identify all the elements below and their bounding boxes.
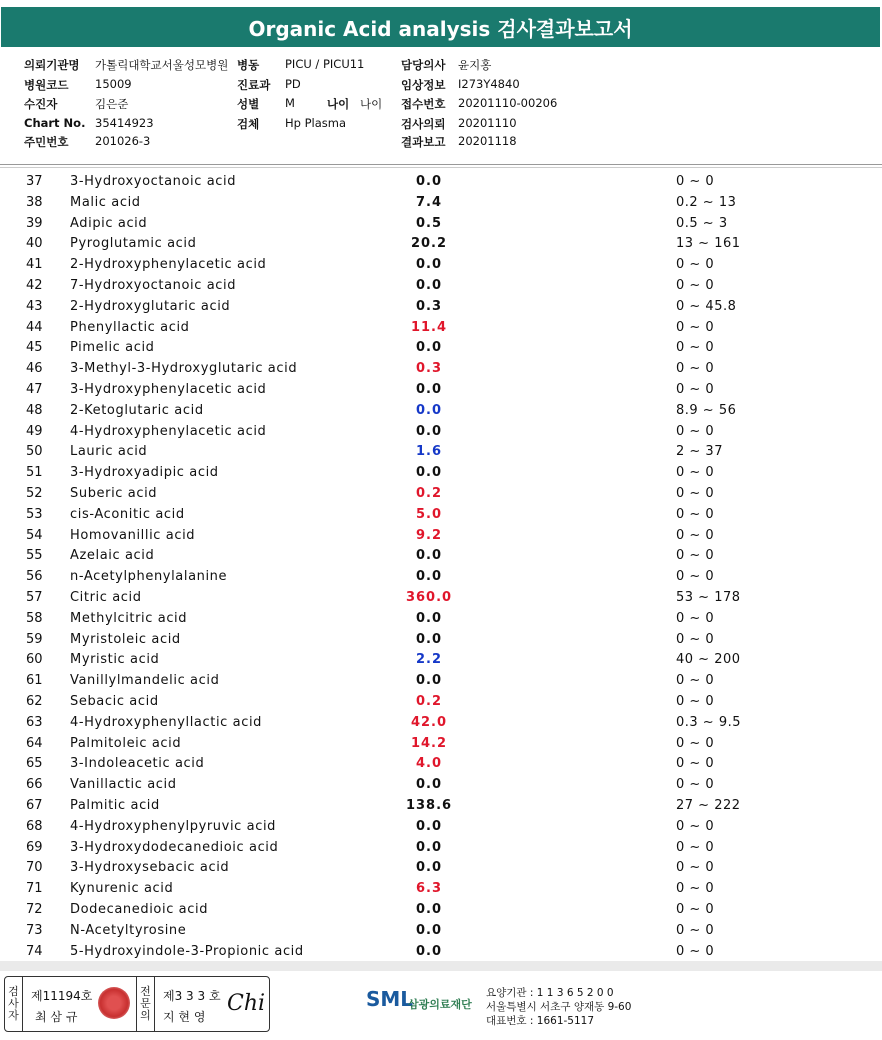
result-row xyxy=(0,236,882,257)
analyte-name: Palmitic acid xyxy=(70,798,160,813)
reference-range: 0 ~ 0 xyxy=(676,174,715,189)
tester-label-char: 검 xyxy=(8,985,19,998)
result-value: 0.0 xyxy=(415,610,443,626)
tester-label-char: 자 xyxy=(8,1009,19,1022)
test-number: 42 xyxy=(26,278,43,293)
result-row xyxy=(0,652,882,673)
reference-range: 0.5 ~ 3 xyxy=(676,215,728,231)
address: 서울특별시 서초구 양재동 9-60 xyxy=(486,1001,632,1013)
result-row xyxy=(0,174,882,195)
chart-label: Chart No. xyxy=(24,116,86,130)
tester-label-char: 사 xyxy=(8,997,19,1010)
test-number: 39 xyxy=(26,215,43,231)
test-number: 41 xyxy=(26,257,43,273)
reference-range: 0 ~ 0 xyxy=(676,694,715,709)
phone-number: 대표번호 : 1661-5117 xyxy=(486,1015,595,1027)
analyte-name: Dodecanedioic acid xyxy=(70,902,209,917)
result-row xyxy=(0,507,882,528)
test-number: 51 xyxy=(26,465,43,481)
test-number: 67 xyxy=(26,798,43,813)
reference-range: 0 ~ 0 xyxy=(676,486,715,501)
result-value: 0.0 xyxy=(415,174,443,189)
reference-range: 13 ~ 161 xyxy=(676,236,741,252)
result-row xyxy=(0,424,882,445)
reference-range: 0 ~ 45.8 xyxy=(676,298,737,314)
result-value: 0.0 xyxy=(415,860,443,876)
analyte-name: 4-Hydroxyphenylpyruvic acid xyxy=(70,818,277,834)
result-row xyxy=(0,569,882,590)
result-row xyxy=(0,340,882,361)
result-row xyxy=(0,860,882,881)
specimen-value: Hp Plasma xyxy=(285,116,347,130)
result-value: 0.0 xyxy=(415,278,443,293)
analyte-name: Homovanillic acid xyxy=(70,527,196,543)
analyte-name: Vanillylmandelic acid xyxy=(70,673,220,689)
result-row xyxy=(0,756,882,777)
test-number: 44 xyxy=(26,319,43,335)
reference-range: 0 ~ 0 xyxy=(676,257,715,273)
test-number: 53 xyxy=(26,506,43,522)
facility-code: 요양기관 : 1 1 3 6 5 2 0 0 xyxy=(486,987,614,999)
reference-range: 40 ~ 200 xyxy=(676,652,741,668)
result-value: 0.0 xyxy=(415,569,443,585)
test-number: 48 xyxy=(26,402,43,418)
analyte-name: 3-Hydroxyoctanoic acid xyxy=(70,174,237,189)
result-row xyxy=(0,278,882,299)
result-row xyxy=(0,736,882,757)
result-value: 0.0 xyxy=(415,402,443,418)
reference-range: 0 ~ 0 xyxy=(676,839,715,855)
test-number: 62 xyxy=(26,694,43,709)
test-number: 40 xyxy=(26,236,43,252)
result-row xyxy=(0,320,882,341)
reference-range: 2 ~ 37 xyxy=(676,444,723,460)
sex-label: 성별 xyxy=(237,97,260,111)
test-number: 54 xyxy=(26,527,43,543)
analyte-name: Phenyllactic acid xyxy=(70,319,190,335)
test-number: 74 xyxy=(26,943,43,959)
test-number: 72 xyxy=(26,902,43,917)
analyte-name: Sebacic acid xyxy=(70,694,159,709)
analyte-name: 3-Hydroxyphenylacetic acid xyxy=(70,382,267,397)
reference-range: 0 ~ 0 xyxy=(676,902,715,917)
specimen-label: 검체 xyxy=(237,117,260,131)
test-number: 64 xyxy=(26,735,43,751)
reference-range: 0 ~ 0 xyxy=(676,569,715,585)
result-value: 0.0 xyxy=(415,673,443,689)
reference-range: 0 ~ 0 xyxy=(676,610,715,626)
analyte-name: 7-Hydroxyoctanoic acid xyxy=(70,278,237,293)
result-row xyxy=(0,798,882,819)
header-divider xyxy=(0,164,882,165)
reference-range: 27 ~ 222 xyxy=(676,798,741,813)
result-value: 0.0 xyxy=(415,423,443,439)
sex-value: M xyxy=(285,96,295,110)
analyte-name: Suberic acid xyxy=(70,486,158,501)
signature-box xyxy=(4,976,270,1032)
reference-range: 0 ~ 0 xyxy=(676,548,715,564)
tester-label xyxy=(5,977,23,1031)
test-number: 56 xyxy=(26,569,43,585)
test-number: 50 xyxy=(26,444,43,460)
test-number: 69 xyxy=(26,839,43,855)
age-label: 나이 xyxy=(327,97,350,111)
reference-range: 0 ~ 0 xyxy=(676,319,715,335)
report-date-value: 20201118 xyxy=(458,134,517,148)
test-number: 68 xyxy=(26,818,43,834)
result-value: 0.0 xyxy=(415,340,443,356)
report-date-label: 결과보고 xyxy=(401,135,446,149)
result-value: 2.2 xyxy=(415,652,443,668)
ward-label: 병동 xyxy=(237,58,260,72)
result-row xyxy=(0,840,882,861)
result-row xyxy=(0,694,882,715)
analyte-name: 3-Methyl-3-Hydroxyglutaric acid xyxy=(70,361,298,377)
hospital-code-label: 병원코드 xyxy=(24,78,69,92)
reference-range: 0 ~ 0 xyxy=(676,340,715,356)
analyte-name: Adipic acid xyxy=(70,215,148,231)
analyte-name: 2-Ketoglutaric acid xyxy=(70,402,204,418)
result-value: 0.2 xyxy=(415,486,443,501)
test-number: 59 xyxy=(26,631,43,647)
result-value: 0.0 xyxy=(415,548,443,564)
reference-range: 0.3 ~ 9.5 xyxy=(676,714,742,730)
analyte-name: 4-Hydroxyphenylacetic acid xyxy=(70,423,267,439)
specialist-label-char: 전 xyxy=(140,985,151,998)
result-value: 6.3 xyxy=(415,881,443,897)
result-row xyxy=(0,403,882,424)
test-number: 47 xyxy=(26,382,43,397)
age-value: 나이 xyxy=(360,97,383,111)
test-number: 43 xyxy=(26,298,43,314)
result-row xyxy=(0,382,882,403)
analyte-name: 5-Hydroxyindole-3-Propionic acid xyxy=(70,943,304,959)
tester-license-no: 제11194호 xyxy=(31,989,93,1003)
reference-range: 0 ~ 0 xyxy=(676,278,715,293)
result-value: 0.0 xyxy=(415,777,443,793)
result-value: 14.2 xyxy=(410,735,448,751)
test-number: 49 xyxy=(26,423,43,439)
analyte-name: 3-Indoleacetic acid xyxy=(70,756,205,772)
test-number: 61 xyxy=(26,673,43,689)
reference-range: 0 ~ 0 xyxy=(676,860,715,876)
signature-handwriting: Chi xyxy=(227,991,266,1016)
result-value: 138.6 xyxy=(405,798,453,813)
reference-range: 0 ~ 0 xyxy=(676,361,715,377)
ward-value: PICU / PICU11 xyxy=(285,57,365,71)
test-number: 52 xyxy=(26,486,43,501)
reference-range: 0 ~ 0 xyxy=(676,382,715,397)
reference-range: 0.2 ~ 13 xyxy=(676,194,737,210)
result-row xyxy=(0,902,882,923)
organization-name: 삼광의료재단 xyxy=(408,998,472,1011)
result-row xyxy=(0,632,882,653)
reference-range: 0 ~ 0 xyxy=(676,777,715,793)
reference-range: 0 ~ 0 xyxy=(676,818,715,834)
institution-value: 가톨릭대학교서울성모병원 xyxy=(95,58,229,72)
clinical-value: I273Y4840 xyxy=(458,77,520,91)
test-number: 57 xyxy=(26,590,43,605)
result-row xyxy=(0,257,882,278)
request-value: 20201110 xyxy=(458,116,517,130)
analyte-name: 2-Hydroxyglutaric acid xyxy=(70,298,231,314)
reference-range: 8.9 ~ 56 xyxy=(676,402,737,418)
result-value: 11.4 xyxy=(410,319,448,335)
sml-logo: SML xyxy=(366,987,414,1011)
result-value: 20.2 xyxy=(410,236,448,252)
result-value: 9.2 xyxy=(415,527,443,543)
specialist-label-char: 문 xyxy=(140,997,151,1010)
result-row xyxy=(0,216,882,237)
footer-separator xyxy=(0,961,882,971)
reference-range: 0 ~ 0 xyxy=(676,943,715,959)
analyte-name: Pimelic acid xyxy=(70,340,155,356)
result-value: 0.0 xyxy=(415,922,443,938)
reference-range: 0 ~ 0 xyxy=(676,506,715,522)
tester-name: 최 삼 규 xyxy=(35,1010,78,1024)
result-value: 0.0 xyxy=(415,465,443,481)
test-number: 60 xyxy=(26,652,43,668)
test-number: 63 xyxy=(26,714,43,730)
clinical-label: 임상정보 xyxy=(401,78,446,92)
specialist-license-no: 제3 3 3 호 xyxy=(163,989,221,1003)
reference-range: 0 ~ 0 xyxy=(676,527,715,543)
test-number: 38 xyxy=(26,194,43,210)
id-label: 주민번호 xyxy=(24,135,69,149)
analyte-name: Citric acid xyxy=(70,590,142,605)
analyte-name: Pyroglutamic acid xyxy=(70,236,197,252)
result-row xyxy=(0,486,882,507)
test-number: 73 xyxy=(26,922,43,938)
result-value: 0.0 xyxy=(415,902,443,917)
reference-range: 0 ~ 0 xyxy=(676,423,715,439)
analyte-name: 3-Hydroxyadipic acid xyxy=(70,465,219,481)
patient-label: 수진자 xyxy=(24,97,58,111)
result-value: 0.3 xyxy=(415,361,443,377)
test-number: 66 xyxy=(26,777,43,793)
analyte-name: 2-Hydroxyphenylacetic acid xyxy=(70,257,267,273)
specialist-label-char: 의 xyxy=(140,1009,151,1022)
result-value: 0.0 xyxy=(415,382,443,397)
analyte-name: 4-Hydroxyphenyllactic acid xyxy=(70,714,263,730)
hospital-code-value: 15009 xyxy=(95,77,132,91)
result-row xyxy=(0,299,882,320)
doctor-value: 윤지홍 xyxy=(458,58,492,72)
doctor-label: 담당의사 xyxy=(401,58,446,72)
test-number: 70 xyxy=(26,860,43,876)
analyte-name: Myristoleic acid xyxy=(70,631,181,647)
result-row xyxy=(0,465,882,486)
result-row xyxy=(0,673,882,694)
analyte-name: n-Acetylphenylalanine xyxy=(70,569,228,585)
result-value: 7.4 xyxy=(415,194,443,210)
result-row xyxy=(0,819,882,840)
result-row xyxy=(0,611,882,632)
dept-value: PD xyxy=(285,77,301,91)
test-number: 55 xyxy=(26,548,43,564)
result-value: 5.0 xyxy=(415,506,443,522)
header-divider-secondary xyxy=(0,167,882,168)
test-number: 37 xyxy=(26,174,43,189)
result-value: 0.0 xyxy=(415,818,443,834)
result-value: 1.6 xyxy=(415,444,443,460)
result-row xyxy=(0,777,882,798)
id-value: 201026-3 xyxy=(95,134,151,148)
result-value: 42.0 xyxy=(410,714,448,730)
result-value: 0.3 xyxy=(415,298,443,314)
analyte-name: N-Acetyltyrosine xyxy=(70,922,187,938)
result-value: 360.0 xyxy=(405,590,453,605)
result-row xyxy=(0,361,882,382)
institution-label: 의뢰기관명 xyxy=(24,58,80,72)
result-row xyxy=(0,528,882,549)
analyte-name: Lauric acid xyxy=(70,444,148,460)
reference-range: 0 ~ 0 xyxy=(676,631,715,647)
result-value: 0.0 xyxy=(415,943,443,959)
specialist-name: 지 현 영 xyxy=(163,1010,206,1024)
official-seal-stamp xyxy=(98,987,130,1019)
analyte-name: cis-Aconitic acid xyxy=(70,506,185,522)
receipt-label: 접수번호 xyxy=(401,97,446,111)
analyte-name: Methylcitric acid xyxy=(70,610,188,626)
analyte-name: Azelaic acid xyxy=(70,548,155,564)
dept-label: 진료과 xyxy=(237,78,271,92)
reference-range: 0 ~ 0 xyxy=(676,735,715,751)
result-value: 0.0 xyxy=(415,631,443,647)
result-row xyxy=(0,548,882,569)
analyte-name: Palmitoleic acid xyxy=(70,735,182,751)
reference-range: 53 ~ 178 xyxy=(676,590,741,605)
result-row xyxy=(0,881,882,902)
result-value: 4.0 xyxy=(415,756,443,772)
chart-value: 35414923 xyxy=(95,116,154,130)
request-label: 검사의뢰 xyxy=(401,117,446,131)
result-row xyxy=(0,715,882,736)
test-number: 58 xyxy=(26,610,43,626)
result-value: 0.0 xyxy=(415,257,443,273)
result-row xyxy=(0,195,882,216)
test-number: 45 xyxy=(26,340,43,356)
analyte-name: 3-Hydroxysebacic acid xyxy=(70,860,230,876)
reference-range: 0 ~ 0 xyxy=(676,922,715,938)
test-number: 65 xyxy=(26,756,43,772)
result-value: 0.0 xyxy=(415,839,443,855)
report-title: Organic Acid analysis 검사결과보고서 xyxy=(1,7,880,47)
test-number: 71 xyxy=(26,881,43,897)
reference-range: 0 ~ 0 xyxy=(676,465,715,481)
result-value: 0.2 xyxy=(415,694,443,709)
result-value: 0.5 xyxy=(415,215,443,231)
result-row xyxy=(0,923,882,944)
analyte-name: Myristic acid xyxy=(70,652,160,668)
analyte-name: Kynurenic acid xyxy=(70,881,174,897)
receipt-value: 20201110-00206 xyxy=(458,96,558,110)
test-number: 46 xyxy=(26,361,43,377)
analyte-name: 3-Hydroxydodecanedioic acid xyxy=(70,839,279,855)
specialist-label xyxy=(136,977,155,1031)
analyte-name: Malic acid xyxy=(70,194,141,210)
patient-value: 김은준 xyxy=(95,97,129,111)
analyte-name: Vanillactic acid xyxy=(70,777,177,793)
result-row xyxy=(0,444,882,465)
reference-range: 0 ~ 0 xyxy=(676,881,715,897)
reference-range: 0 ~ 0 xyxy=(676,673,715,689)
reference-range: 0 ~ 0 xyxy=(676,756,715,772)
result-row xyxy=(0,590,882,611)
